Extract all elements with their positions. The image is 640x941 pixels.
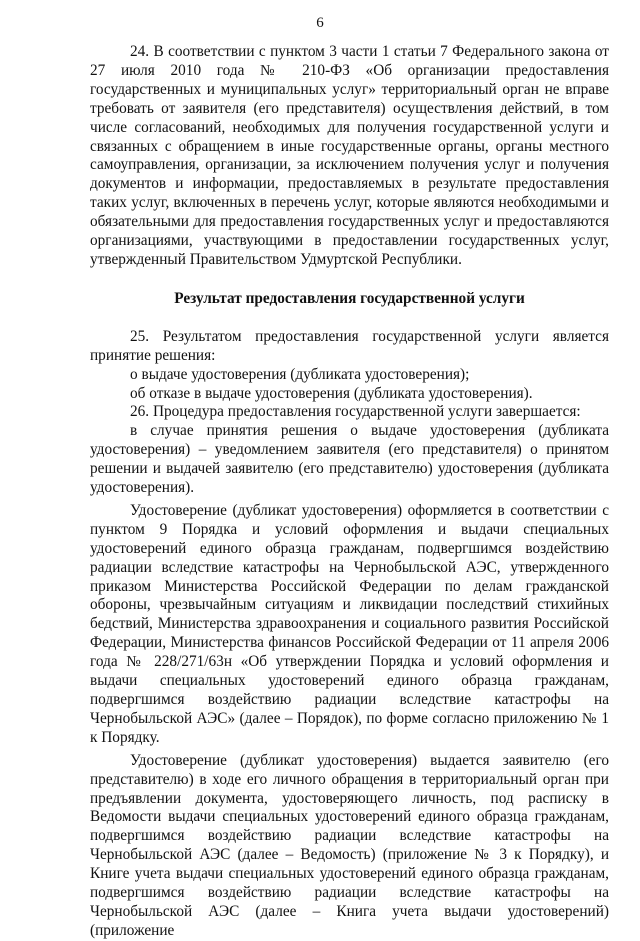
document-body: [90, 43, 609, 941]
section-heading: Результат предоставления государственной услуги: [174, 289, 525, 307]
paragraph-25: 25. Результатом предоставления государственной услуги является принятие решения:: [90, 327, 609, 364]
paragraph-26: 26. Процедура предоставления государственной услуги завершается:: [130, 403, 581, 421]
paragraph-24: 24. В соответствии с пунктом 3 части 1 статьи 7 Федерального закона от 27 июля 2010 года № 210-ФЗ «Об организации предоставления государственных и муниципальных услуг» территориальный орган не вправе требовать от заявителя (его представителя) осуществления действий, в том числе согласований, необходимых для получения государственной услуги и связанных с обращением в иные государственные органы, органы местного самоуправления, организации, за исключением получения услуг и получения документов и информации, предоставляемых в результате предоставления таких услуг, включенных в перечень услуг, которые являются необходимыми и обязательными для предоставления государственных услуг и предоставляются организациями, участвующими в предоставлении государственных услуг, утвержденный Правительством Удмуртской Республики.: [90, 43, 609, 268]
paragraph-26-item-1: в случае принятия решения о выдаче удостоверения (дубликата удостоверения) – уведомлением заявителя (его представителя) о принятом решении и выдачей заявителю (его представителю) удостоверения (дубликата удостоверения).: [90, 422, 609, 497]
paragraph-25-item-1: о выдаче удостоверения (дубликата удостоверения);: [130, 365, 470, 383]
page-number: 6: [316, 15, 324, 31]
paragraph-certificate-form: Удостоверение (дубликат удостоверения) оформляется в соответствии с пунктом 9 Порядка и условий оформления и выдачи специальных удостоверений единого образца гражданам, подвергшимся воздействию радиации вследствие катастрофы на Чернобыльской АЭС, утвержденного приказом Министерства Российской Федерации по делам гражданской обороны, чрезвычайным ситуациям и ликвидации последствий стихийных бедствий, Министерства здравоохранения и социального развития Российской Федерации, Министерства финансов Российской Федерации от 11 апреля 2006 года № 228/271/63н «Об утверждении Порядка и условий оформления и выдачи специальных удостоверений единого образца гражданам, подвергшимся воздействию радиации вследствие катастрофы на Чернобыльской АЭС» (далее – Порядок), по форме согласно приложению № 1 к Порядку.: [90, 501, 609, 746]
paragraph-certificate-issue: Удостоверение (дубликат удостоверения) выдается заявителю (его представителю) в ходе его личного обращения в территориальный орган при предъявлении документа, удостоверяющего личность, под расписку в Ведомости выдачи специальных удостоверений единого образца гражданам, подвергшимся воздействию радиации вследствие катастрофы на Чернобыльской АЭС (далее – Ведомость) (приложение № 3 к Порядку), и Книге учета выдачи специальных удостоверений единого образца гражданам, подвергшимся воздействию радиации вследствие катастрофы на Чернобыльской АЭС (далее – Книга учета выдачи удостоверений) (приложение: [90, 751, 609, 939]
paragraph-25-item-2: об отказе в выдаче удостоверения (дубликата удостоверения).: [130, 384, 533, 402]
